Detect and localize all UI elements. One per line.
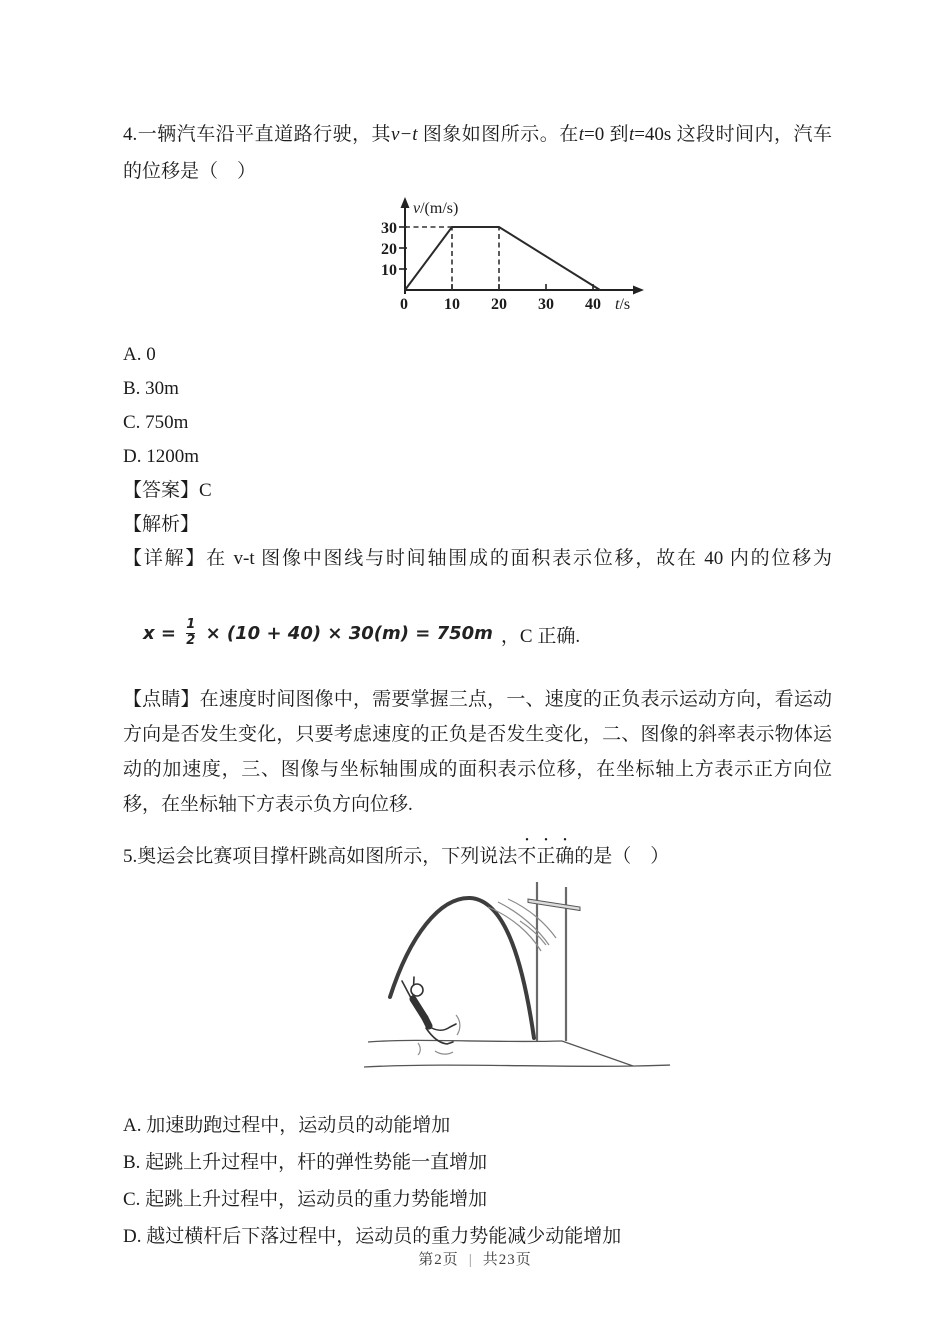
athlete-arm-left: [402, 981, 411, 998]
q5-option-b: B. 起跳上升过程中，杆的弹性势能一直增加: [123, 1152, 488, 1173]
pole-vault-illustration: [340, 877, 670, 1089]
question-5-stem: 5.奥运会比赛项目撑杆跳高如图所示，下列说法不正确的是（ ）: [123, 846, 670, 867]
q4-stem-text: 4.一辆汽车沿平直道路行驶，其: [123, 124, 392, 145]
athlete-head: [411, 984, 423, 996]
vt-graph-figure: [371, 194, 651, 318]
svg-text:30: [381, 220, 397, 237]
displacement-formula: x = $\frac{1}{2}$ × (10 + 40) × 30(m) = 750m: [143, 617, 493, 648]
question-4-stem: 4.一辆汽车沿平直道路行驶，其v−t 图象如图所示。在t=0 到t=40s 这段时间内，汽车的位移是（ ）: [123, 124, 832, 182]
ytick-label-20: 20: [381, 241, 397, 258]
x-axis-label-var: t: [615, 296, 620, 313]
xtick-label-10: 10: [444, 296, 460, 313]
x-axis-arrow-icon: [633, 286, 644, 295]
ytick-label-30: 30: [381, 220, 397, 237]
leg-motion-arc-1: [456, 1015, 460, 1035]
leg-motion-arc-2: [435, 1051, 453, 1054]
q4-option-b: B. 30m: [123, 378, 179, 399]
xtick-label-40: 40: [585, 296, 601, 313]
svg-text:40: [585, 296, 601, 313]
ground-line-lower: [364, 1065, 670, 1067]
q5-option-d: D. 越过横杆后下落过程中，运动员的重力势能减少动能增加: [123, 1226, 622, 1247]
svg-text:10: [444, 296, 460, 313]
q5-option-c: C. 起跳上升过程中，运动员的重力势能增加: [123, 1189, 488, 1210]
svg-text:30: [538, 296, 554, 313]
velocity-curve: [405, 227, 600, 290]
xtick-label-30: 30: [538, 296, 554, 313]
vt-graph-svg: [371, 194, 651, 318]
q4-options: [123, 338, 832, 576]
q4-option-a: A. 0: [123, 344, 156, 365]
q5-option-a: A. 加速助跑过程中，运动员的动能增加: [123, 1115, 451, 1136]
detail-text: 在 v-t 图像中图线与时间轴围成的面积表示位移，故在 40 内的位移为: [206, 548, 832, 569]
athlete-shorts: [425, 1018, 429, 1026]
xtick-label-20: 20: [491, 296, 507, 313]
svg-text:v/(m/s): [413, 200, 458, 217]
pole-vault-svg: [340, 877, 670, 1089]
ytick-label-10: 10: [381, 262, 397, 279]
svg-text:20: [491, 296, 507, 313]
q4-answer-row: [123, 474, 832, 508]
leg-motion-arc-3: [418, 1043, 420, 1055]
answer-value: C: [199, 480, 212, 501]
mat-edge-line: [562, 1041, 633, 1066]
crossbar: [528, 899, 580, 911]
q4-formula-row: [143, 598, 832, 648]
q4-analysis-tag: 【解析】: [123, 514, 200, 535]
q4-detail-row: [123, 542, 832, 576]
x-axis-label-unit: /s: [619, 296, 631, 313]
y-axis-label-unit: /(m/s): [420, 200, 459, 217]
formula-conclusion: ，C 正确.: [500, 626, 581, 647]
athlete-figure: [402, 977, 456, 1044]
total-pages-label: 共23页: [482, 1252, 532, 1268]
xtick-label-0: 0: [400, 296, 408, 313]
y-axis-label-var: v: [413, 200, 421, 217]
y-axis-arrow-icon: [401, 197, 410, 208]
emphasized-incorrect: 不正确: [517, 846, 575, 867]
svg-text:20: [381, 241, 397, 258]
current-page-label: 第2页: [418, 1252, 459, 1268]
detail-tag: 【详解】: [123, 548, 207, 569]
answer-tag: 【答案】: [123, 480, 200, 501]
bent-pole: [390, 898, 534, 1038]
tip-tag: 【点睛】: [123, 689, 200, 710]
fraction-one-half: $\frac{1}{2}$: [186, 617, 196, 648]
ground-line-upper: [368, 1040, 562, 1042]
footer-divider: |: [468, 1252, 473, 1268]
page-footer: [0, 1248, 950, 1269]
svg-text:0: [400, 296, 408, 313]
q4-option-c: C. 750m: [123, 412, 189, 433]
svg-text:10: [381, 262, 397, 279]
tip-text: 在速度时间图像中，需要掌握三点，一、速度的正负表示运动方向，看运动方向是否发生变化，只要考虑速度的正负是否发生变化，二、图像的斜率表示物体运动的加速度，三、图像与坐标轴围成的面积表示位移，在坐标轴上方表示正方向位移，在坐标轴下方表示负方向位移.: [123, 689, 832, 815]
motion-line-4: [520, 921, 546, 945]
q4-tip-paragraph: [123, 682, 832, 822]
q4-option-d: D. 1200m: [123, 446, 199, 467]
q5-options: [123, 1107, 832, 1255]
svg-text:t/s: [615, 296, 630, 313]
